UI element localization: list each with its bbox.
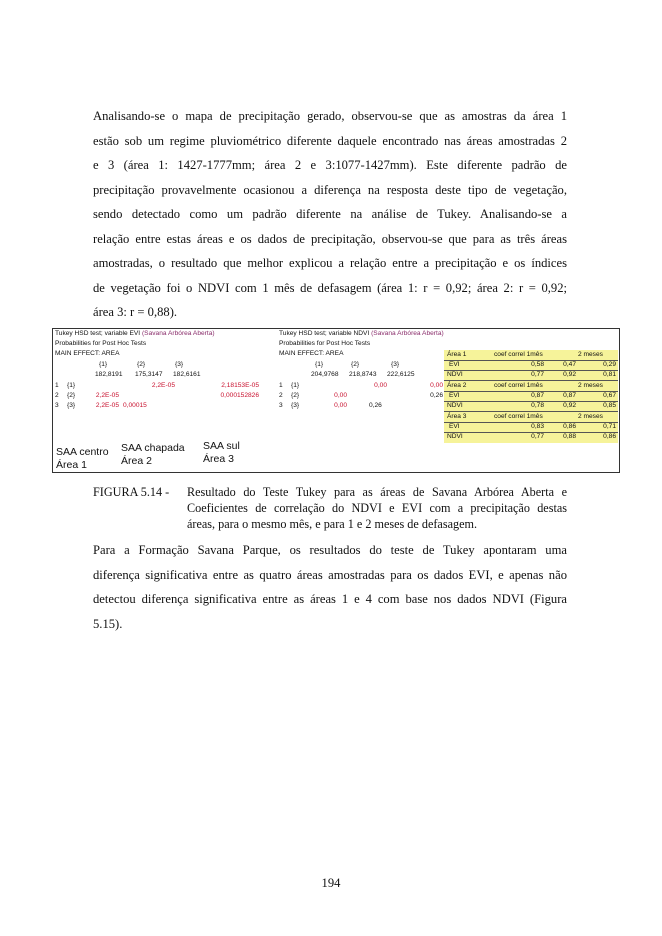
corr-value: 0,81 (603, 371, 616, 378)
corr-value: 0,47 (563, 361, 576, 368)
tukey-ndvi-col-mean: 204,9768 (311, 371, 339, 378)
paragraph-line: relação entre estas áreas e os dados de precipitação, observou-se que para as três áreas (93, 231, 567, 246)
tukey-evi-cell: 2,2E-05 (95, 402, 119, 409)
tukey-ndvi-row-label: {2} (291, 392, 300, 399)
area-label-name: SAA chapada (121, 442, 185, 454)
paragraph-line: precipitação provavelmente ocasionou a diferença na resposta deste tipo de vegetação, (93, 182, 567, 197)
tukey-ndvi-col-mean: 218,8743 (349, 371, 377, 378)
tukey-ndvi-subtitle: Probabilities for Post Hoc Tests (279, 340, 371, 347)
paragraph-line: sendo detectado como um padrão diferente na análise de Tukey. Analisando-se a (93, 207, 567, 221)
corr-value: 0,77 (531, 371, 544, 378)
corr-index: NDVI (447, 371, 463, 378)
corr-index: EVI (449, 423, 460, 430)
corr-area-name: Área 2 (447, 382, 467, 389)
paragraph-2 (93, 538, 567, 636)
tukey-evi-effect: MAIN EFFECT: AREA (55, 350, 120, 357)
area-label-3 (203, 440, 240, 466)
paragraph-line: diferença significativa entre as quatro áreas amostradas para os dados EVI, e apenas não (93, 567, 567, 582)
tukey-evi-cell: 2,2E-05 (95, 392, 119, 399)
tukey-ndvi-row-label: {3} (291, 402, 300, 409)
correlation-panel (444, 350, 618, 443)
tukey-evi-row-label: {2} (67, 392, 76, 399)
tukey-ndvi-cell: 0,26 (430, 392, 443, 399)
corr-index: NDVI (447, 433, 463, 440)
tukey-evi-cell: 2,18153E-05 (221, 382, 259, 389)
tukey-evi-row-num: 3 (55, 402, 59, 409)
paragraph-line: amostradas, o resultado que melhor explicou a relação entre a precipitação e os índices (93, 256, 567, 270)
tukey-ndvi-cell: 0,00 (430, 382, 443, 389)
paragraph-line: detectou diferença significativa entre as áreas 1 e 4 com base nos dados NDVI (Figura (93, 592, 567, 606)
tukey-ndvi-row-num: 2 (279, 392, 283, 399)
tukey-evi-cell: 0,00015 (123, 402, 147, 409)
tukey-ndvi-title-text: Tukey HSD test; variable NDVI (279, 330, 372, 337)
paragraph-1 (93, 104, 567, 325)
paragraph-line: Analisando-se o mapa de precipitação gerado, observou-se que as amostras da área 1 (93, 109, 567, 123)
tukey-evi-col-header: {3} (175, 361, 184, 368)
corr-index: EVI (449, 361, 460, 368)
corr-value: 0,78 (531, 402, 544, 409)
tukey-evi-title-text: Tukey HSD test; variable EVI (55, 330, 142, 337)
area-label-number: Área 3 (203, 453, 234, 465)
tukey-evi-col-header: {1} (99, 361, 108, 368)
tukey-evi-row-num: 1 (55, 382, 59, 389)
area-label-name: SAA centro (56, 446, 109, 458)
tukey-ndvi-col-header: {2} (351, 361, 360, 368)
area-label-1 (56, 446, 109, 472)
corr-value: 0,83 (531, 423, 544, 430)
area-label-name: SAA sul (203, 440, 240, 452)
tukey-evi-subtitle: Probabilities for Post Hoc Tests (55, 340, 147, 347)
tukey-ndvi-cell: 0,00 (334, 402, 347, 409)
corr-value: 0,29 (603, 361, 616, 368)
tukey-evi-cell: 0,000152826 (220, 392, 259, 399)
corr-value: 0,77 (531, 433, 544, 440)
tukey-ndvi-row-num: 3 (279, 402, 283, 409)
paragraph-line: de vegetação foi o NDVI com 1 mês de defasagem (área 1: r = 0,92; área 2: r = 0,92; (93, 280, 567, 295)
tukey-evi-title-highlight: (Savana Arbórea Aberta) (141, 330, 215, 337)
corr-area-name: Área 3 (447, 413, 467, 420)
corr-value: 0,86 (563, 423, 576, 430)
corr-value: 0,87 (563, 392, 576, 399)
caption-line: Coeficientes de correlação do NDVI e EVI com a precipitação destas (187, 501, 567, 515)
tukey-evi-row-label: {3} (67, 402, 76, 409)
caption-line: Resultado do Teste Tukey para as áreas de Savana Arbórea Aberta e (187, 485, 567, 499)
paragraph-line: 5.15). (93, 616, 123, 631)
tukey-evi-col-mean: 175,3147 (135, 371, 163, 378)
tukey-ndvi-title (279, 329, 444, 339)
figure-caption-text (187, 484, 567, 532)
paragraph-line: estão sob um regime pluviométrico diferente daquele encontrado nas áreas amostradas 2 (93, 133, 567, 148)
area-label-number: Área 1 (56, 459, 87, 471)
corr-value: 0,92 (563, 402, 576, 409)
tukey-evi-row-label: {1} (67, 382, 76, 389)
area-label-number: Área 2 (121, 455, 152, 467)
page-number: 194 (321, 876, 341, 890)
corr-header-coef: coef correl 1mês (494, 351, 543, 358)
corr-header-2m: 2 meses (578, 382, 603, 389)
corr-area-name: Área 1 (447, 351, 467, 358)
figure-caption-label: FIGURA 5.14 - (93, 485, 170, 499)
paragraph-line: área 3: r = 0,88). (93, 305, 178, 319)
corr-value: 0,58 (531, 361, 544, 368)
paragraph-line: Para a Formação Savana Parque, os resultados do teste de Tukey apontaram uma (93, 543, 567, 557)
corr-index: NDVI (447, 402, 463, 409)
tukey-evi-row-num: 2 (55, 392, 59, 399)
tukey-ndvi-row-num: 1 (279, 382, 283, 389)
tukey-evi-col-header: {2} (137, 361, 146, 368)
tukey-ndvi-col-header: {3} (391, 361, 400, 368)
caption-line: áreas, para o mesmo mês, e para 1 e 2 meses de defasagem. (187, 517, 478, 531)
tukey-ndvi-cell: 0,00 (374, 382, 387, 389)
tukey-ndvi-effect: MAIN EFFECT: AREA (279, 350, 344, 357)
corr-header-2m: 2 meses (578, 413, 603, 420)
tukey-evi-col-mean: 182,6161 (173, 371, 201, 378)
corr-value: 0,88 (563, 433, 576, 440)
tukey-ndvi-title-highlight: (Savana Arbórea Aberta) (371, 330, 444, 337)
tukey-ndvi-cell: 0,00 (334, 392, 347, 399)
corr-header-coef: coef correl 1mês (494, 413, 543, 420)
corr-value: 0,67 (603, 392, 616, 399)
corr-header-2m: 2 meses (578, 351, 603, 358)
corr-value: 0,85 (603, 402, 616, 409)
corr-value: 0,86 (603, 433, 616, 440)
tukey-ndvi-col-mean: 222,6125 (387, 371, 415, 378)
corr-header-coef: coef correl 1mês (494, 382, 543, 389)
corr-value: 0,71 (603, 423, 616, 430)
tukey-ndvi-col-header: {1} (315, 361, 324, 368)
area-label-2 (121, 442, 185, 468)
tukey-evi-col-mean: 182,8191 (95, 371, 123, 378)
corr-index: EVI (449, 392, 460, 399)
tukey-ndvi-cell: 0,26 (369, 402, 382, 409)
corr-value: 0,87 (531, 392, 544, 399)
paragraph-line: e 3 (área 1: 1427-1777mm; área 2 e 3:1077-1427mm). Este diferente padrão de (93, 158, 567, 172)
tukey-evi-title (55, 329, 215, 339)
tukey-evi-cell: 2,2E-05 (151, 382, 175, 389)
corr-value: 0,92 (563, 371, 576, 378)
tukey-ndvi-row-label: {1} (291, 382, 300, 389)
